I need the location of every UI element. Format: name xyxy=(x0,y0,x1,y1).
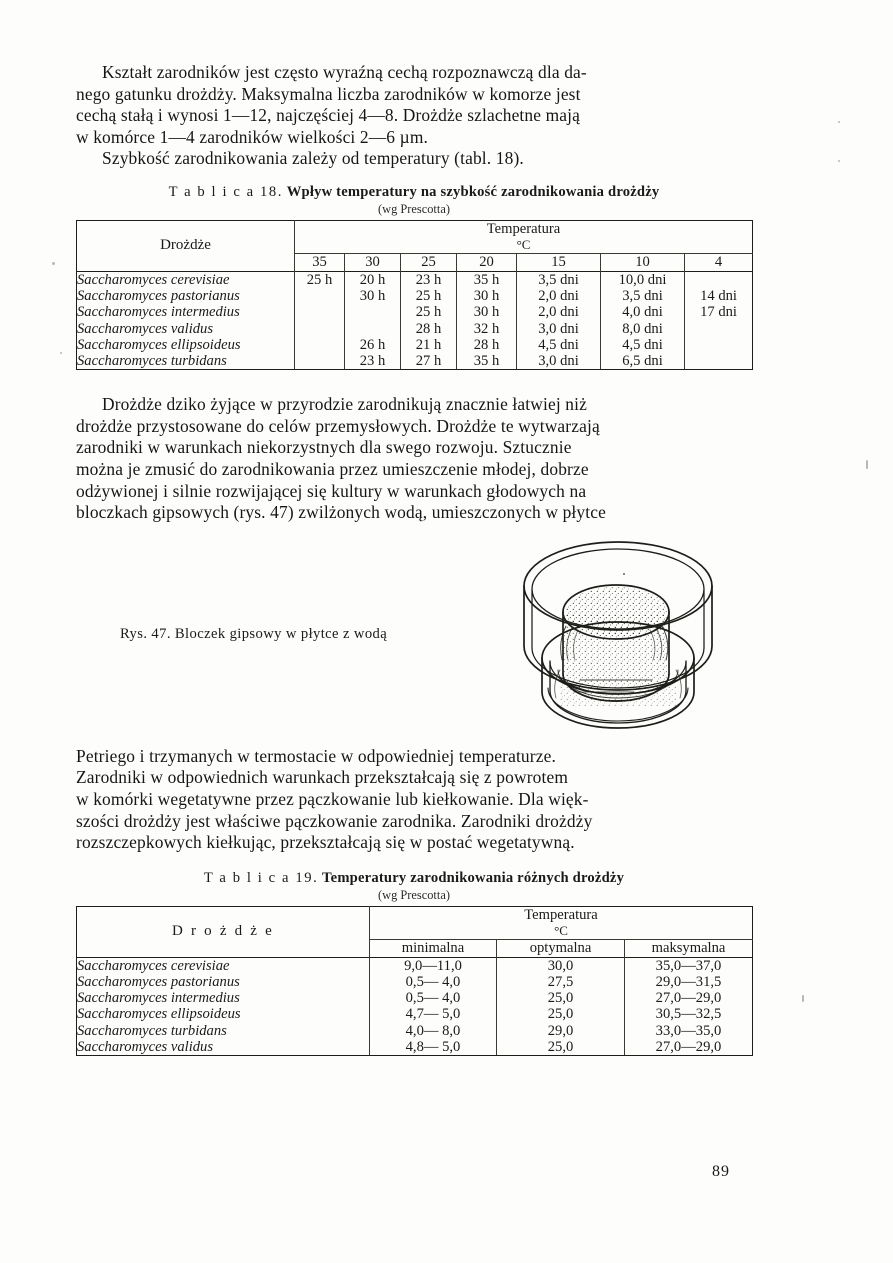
cell-value xyxy=(295,288,345,304)
cell-value: 25 h xyxy=(295,271,345,288)
species-name: Saccharomyces pastorianus xyxy=(77,288,295,304)
line-text: Petriego i trzymanych w termostacie w odpowiedniej temperaturze. xyxy=(76,745,556,766)
table18-col-25: 25 xyxy=(401,253,457,271)
line-text: w komórki wegetatywne przez pączkowanie lub kiełkowanie. Dla więk- xyxy=(76,788,589,809)
species-name: Saccharomyces turbidans xyxy=(77,1023,370,1039)
cell-optymalna: 30,0 xyxy=(497,957,625,974)
line-text: odżywionej i silnie rozwijającej się kultury w warunkach głodowych na xyxy=(76,480,587,501)
table-row xyxy=(77,974,753,990)
cell-value: 3,0 dni xyxy=(517,321,601,337)
line-text: rozszczepkowych kiełkując, przekształcają się w postać wegetatywną. xyxy=(76,832,575,853)
cell-value: 26 h xyxy=(345,337,401,353)
cell-value xyxy=(345,304,401,320)
table18-temp-header xyxy=(295,220,753,253)
table-row xyxy=(77,353,753,370)
cell-minimalna: 4,8— 5,0 xyxy=(370,1039,497,1056)
cell-maksymalna: 29,0—31,5 xyxy=(625,974,753,990)
cell-maksymalna: 27,0—29,0 xyxy=(625,990,753,1006)
cell-value: 10,0 dni xyxy=(601,271,685,288)
cell-maksymalna: 35,0—37,0 xyxy=(625,957,753,974)
paragraph-wild-yeast xyxy=(76,394,752,524)
paragraph-line xyxy=(76,105,752,127)
cell-maksymalna: 27,0—29,0 xyxy=(625,1039,753,1056)
cell-value: 3,0 dni xyxy=(517,353,601,370)
cell-value: 2,0 dni xyxy=(517,288,601,304)
table18-col-10: 10 xyxy=(601,253,685,271)
table19-caption-title: Temperatury zarodnikowania różnych drożdży xyxy=(322,869,625,886)
paragraph-line xyxy=(76,416,752,438)
cell-value xyxy=(685,337,753,353)
cell-minimalna: 9,0—11,0 xyxy=(370,957,497,974)
paragraph-line xyxy=(76,148,752,170)
cell-value xyxy=(685,321,753,337)
figure-47-caption: Rys. 47. Bloczek gipsowy w płytce z wodą xyxy=(120,625,388,642)
line-text: drożdże przystosowane do celów przemysłowych. Drożdże te wytwarzają xyxy=(76,415,600,436)
line-text: Szybkość zarodnikowania zależy od temperatury (tabl. 18). xyxy=(102,148,524,169)
paragraph-line xyxy=(76,832,752,854)
cell-value: 3,5 dni xyxy=(601,288,685,304)
cell-value: 6,5 dni xyxy=(601,353,685,370)
cell-value xyxy=(295,304,345,320)
paragraph-line xyxy=(76,789,752,811)
cell-value: 20 h xyxy=(345,271,401,288)
table18-caption-title: Wpływ temperatury na szybkość zarodnikowania drożdży xyxy=(286,183,660,200)
cell-value: 4,5 dni xyxy=(601,337,685,353)
table19-col-minimalna: minimalna xyxy=(370,939,497,957)
paragraph-line xyxy=(76,459,752,481)
line-text: w komórce 1—4 zarodników wielkości 2—6 µm. xyxy=(76,126,428,147)
gypsum-block-in-petri-dish-icon xyxy=(500,530,732,740)
cell-value: 17 dni xyxy=(685,304,753,320)
species-name: Saccharomyces ellipsoideus xyxy=(77,337,295,353)
species-name: Saccharomyces pastorianus xyxy=(77,974,370,990)
table-row xyxy=(77,1023,753,1039)
cell-value: 28 h xyxy=(401,321,457,337)
table18-caption-lead: T a b l i c a 18. xyxy=(168,183,284,200)
table-row xyxy=(77,1006,753,1022)
cell-value: 2,0 dni xyxy=(517,304,601,320)
cell-value: 23 h xyxy=(401,271,457,288)
table19-header-row-1 xyxy=(77,906,753,939)
table-row xyxy=(77,990,753,1006)
cell-value: 3,5 dni xyxy=(517,271,601,288)
line-text: nego gatunku drożdży. Maksymalna liczba zarodników w komorze jest xyxy=(76,83,581,104)
cell-optymalna: 29,0 xyxy=(497,1023,625,1039)
table19-subcaption: (wg Prescotta) xyxy=(378,887,450,902)
table18-col-30: 30 xyxy=(345,253,401,271)
paragraph-line xyxy=(76,127,752,149)
paragraph-line xyxy=(76,746,752,768)
table19-col-optymalna: optymalna xyxy=(497,939,625,957)
paragraph-line xyxy=(76,481,752,503)
line-text: cechą stałą i wynosi 1—12, najczęściej 4—8. Drożdże szlachetne mają xyxy=(76,105,581,126)
paragraph-line xyxy=(76,767,752,789)
cell-value xyxy=(685,271,753,288)
cell-optymalna: 25,0 xyxy=(497,1006,625,1022)
cell-value xyxy=(295,337,345,353)
figure-47 xyxy=(76,530,752,746)
paragraph-line xyxy=(76,394,752,416)
cell-value: 35 h xyxy=(457,271,517,288)
table-row xyxy=(77,957,753,974)
table-row xyxy=(77,304,753,320)
species-name: Saccharomyces validus xyxy=(77,321,295,337)
scan-speckle xyxy=(60,352,62,354)
table19-temp-title: Temperatura xyxy=(524,906,598,923)
paragraph-line xyxy=(76,84,752,106)
cell-value: 30 h xyxy=(457,304,517,320)
scan-speckle xyxy=(52,262,55,265)
table18-col-35: 35 xyxy=(295,253,345,271)
table19-col-maksymalna: maksymalna xyxy=(625,939,753,957)
cell-optymalna: 25,0 xyxy=(497,1039,625,1056)
line-text: można je zmusić do zarodnikowania przez umieszczenie młodej, dobrze xyxy=(76,458,589,479)
cell-maksymalna: 33,0—35,0 xyxy=(625,1023,753,1039)
table18-col-20: 20 xyxy=(457,253,517,271)
scan-speckle xyxy=(866,460,868,469)
table19-species-header-label: D r o ż d ż e xyxy=(172,923,274,940)
table18-caption xyxy=(76,184,752,201)
line-text: Drożdże dziko żyjące w przyrodzie zarodnikują znacznie łatwiej niż xyxy=(102,394,588,415)
scan-speckle xyxy=(838,160,840,162)
cell-value: 4,0 dni xyxy=(601,304,685,320)
paragraph-intro xyxy=(76,62,752,170)
table19-species-header xyxy=(77,906,370,957)
species-name: Saccharomyces cerevisiae xyxy=(77,271,295,288)
table18-subcaption: (wg Prescotta) xyxy=(378,201,450,216)
line-text: Zarodniki w odpowiednich warunkach przekształcają się z powrotem xyxy=(76,767,569,788)
table19 xyxy=(76,906,753,1056)
cell-minimalna: 4,7— 5,0 xyxy=(370,1006,497,1022)
cell-value: 35 h xyxy=(457,353,517,370)
table18-temp-unit: °C xyxy=(516,236,531,252)
table-row xyxy=(77,321,753,337)
table18-temp-title: Temperatura xyxy=(486,220,561,237)
paragraph-line xyxy=(76,502,752,524)
table18-header-row-1 xyxy=(77,220,753,253)
species-name: Saccharomyces cerevisiae xyxy=(77,957,370,974)
table18-species-header: Drożdże xyxy=(77,220,295,271)
table18-col-15: 15 xyxy=(517,253,601,271)
table-row xyxy=(77,271,753,288)
cell-value: 21 h xyxy=(401,337,457,353)
species-name: Saccharomyces validus xyxy=(77,1039,370,1056)
species-name: Saccharomyces intermedius xyxy=(77,990,370,1006)
species-name: Saccharomyces ellipsoideus xyxy=(77,1006,370,1022)
paragraph-line xyxy=(76,811,752,833)
cell-value xyxy=(345,321,401,337)
cell-value: 8,0 dni xyxy=(601,321,685,337)
cell-minimalna: 0,5— 4,0 xyxy=(370,974,497,990)
line-text: szości drożdży jest właściwe pączkowanie zarodnika. Zarodniki drożdży xyxy=(76,810,593,831)
table-row xyxy=(77,337,753,353)
cell-maksymalna: 30,5—32,5 xyxy=(625,1006,753,1022)
cell-value: 30 h xyxy=(345,288,401,304)
paragraph-line xyxy=(76,62,752,84)
cell-value: 25 h xyxy=(401,304,457,320)
cell-value: 27 h xyxy=(401,353,457,370)
paragraph-line xyxy=(76,437,752,459)
cell-value: 30 h xyxy=(457,288,517,304)
cell-value: 4,5 dni xyxy=(517,337,601,353)
cell-optymalna: 27,5 xyxy=(497,974,625,990)
line-text: zarodniki w warunkach niekorzystnych dla swego rozwoju. Sztucznie xyxy=(76,437,572,458)
scan-speckle xyxy=(838,121,840,123)
cell-value: 14 dni xyxy=(685,288,753,304)
species-name: Saccharomyces turbidans xyxy=(77,353,295,370)
cell-value: 28 h xyxy=(457,337,517,353)
page-number: 89 xyxy=(712,1163,730,1180)
table-row xyxy=(77,1039,753,1056)
table18 xyxy=(76,220,753,370)
line-text: bloczkach gipsowych (rys. 47) zwilżonych wodą, umieszczonych w płytce xyxy=(76,502,606,523)
cell-value xyxy=(295,353,345,370)
cell-value: 25 h xyxy=(401,288,457,304)
cell-value: 23 h xyxy=(345,353,401,370)
cell-minimalna: 0,5— 4,0 xyxy=(370,990,497,1006)
line-text: Kształt zarodników jest często wyraźną cechą rozpoznawczą dla da- xyxy=(102,62,587,82)
table19-caption-lead: T a b l i c a 19. xyxy=(203,869,319,886)
table19-temp-header xyxy=(370,906,753,939)
cell-value xyxy=(685,353,753,370)
table19-caption xyxy=(76,870,752,887)
cell-optymalna: 25,0 xyxy=(497,990,625,1006)
cell-value: 32 h xyxy=(457,321,517,337)
table18-col-4: 4 xyxy=(685,253,753,271)
table-row xyxy=(77,288,753,304)
paragraph-germination xyxy=(76,746,752,854)
species-name: Saccharomyces intermedius xyxy=(77,304,295,320)
cell-value xyxy=(295,321,345,337)
page-content xyxy=(76,62,752,1056)
scan-speckle xyxy=(802,995,804,1002)
cell-minimalna: 4,0— 8,0 xyxy=(370,1023,497,1039)
table19-temp-unit: °C xyxy=(554,922,568,938)
